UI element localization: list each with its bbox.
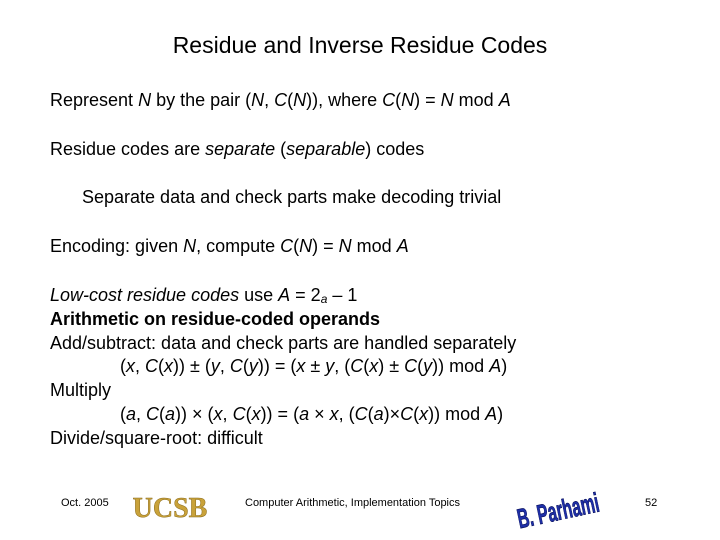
var-subscript: a — [320, 292, 328, 306]
author-logo-text: B. Parhami — [514, 487, 602, 534]
var: N — [401, 90, 415, 110]
text: × — [309, 404, 330, 424]
var: N — [183, 236, 197, 256]
var: A — [489, 356, 502, 376]
var: N — [251, 90, 265, 110]
author-signature-logo — [512, 484, 604, 534]
text: ( — [417, 356, 424, 376]
text: , compute — [196, 236, 281, 256]
text: )) mod — [428, 404, 486, 424]
line-encoding — [50, 235, 409, 257]
var: a — [373, 404, 384, 424]
var: C — [232, 404, 246, 424]
var: a — [165, 404, 176, 424]
var: x — [369, 356, 379, 376]
text: ( — [413, 404, 420, 424]
text: , — [264, 90, 275, 110]
emph: separate — [205, 139, 276, 159]
text: ( — [158, 356, 165, 376]
var: C — [350, 356, 364, 376]
slide-title: Residue and Inverse Residue Codes — [172, 32, 548, 58]
text: ) codes — [365, 139, 425, 159]
var: C — [146, 404, 160, 424]
var: x — [296, 356, 306, 376]
var: y — [325, 356, 335, 376]
text: ) — [497, 404, 504, 424]
text: ( — [275, 139, 287, 159]
text: ) ± — [378, 356, 405, 376]
text: )) = ( — [260, 404, 300, 424]
footer-date: Oct. 2005 — [61, 497, 109, 509]
var: a — [299, 404, 310, 424]
text: , ( — [338, 404, 355, 424]
text: ( — [363, 356, 370, 376]
text: ( — [120, 356, 126, 376]
line-add-formula — [120, 355, 507, 377]
text: )) × ( — [175, 404, 214, 424]
line-add-subtract: Add/subtract: data and check parts are handled separately — [50, 333, 517, 353]
var: N — [293, 90, 307, 110]
text: ( — [159, 404, 166, 424]
text: , ( — [334, 356, 351, 376]
text: )) ± ( — [173, 356, 211, 376]
ucsb-logo — [124, 488, 216, 528]
text: ( — [293, 236, 300, 256]
text: ( — [287, 90, 294, 110]
var: C — [354, 404, 368, 424]
var: y — [248, 356, 258, 376]
text: by the pair ( — [151, 90, 252, 110]
line-multiply-formula — [120, 403, 503, 425]
var: C — [400, 404, 414, 424]
var: C — [229, 356, 243, 376]
text: ( — [367, 404, 374, 424]
text: ( — [120, 404, 126, 424]
var: N — [338, 236, 352, 256]
line-residue-codes — [50, 138, 424, 160]
var: N — [299, 236, 313, 256]
var: x — [251, 404, 261, 424]
text: ( — [245, 404, 252, 424]
footer-course: Computer Arithmetic, Implementation Topics — [245, 497, 460, 509]
ucsb-logo-text: UCSB — [132, 493, 208, 524]
var: N — [440, 90, 454, 110]
line-divide: Divide/square-root: difficult — [50, 428, 263, 448]
var: x — [213, 404, 223, 424]
line-separate-data: Separate data and check parts make decoding trivial — [82, 187, 502, 207]
text: ) — [501, 356, 508, 376]
text: use — [239, 285, 279, 305]
var: x — [164, 356, 174, 376]
var: x — [126, 356, 135, 376]
text: , — [222, 404, 233, 424]
var: A — [396, 236, 409, 256]
line-represent — [50, 89, 511, 111]
text: ) = — [414, 90, 441, 110]
text: ( — [395, 90, 402, 110]
line-low-cost — [50, 284, 357, 308]
text: , — [136, 404, 147, 424]
var: y — [210, 356, 220, 376]
text: ) = — [312, 236, 339, 256]
var: a — [126, 404, 137, 424]
var: x — [329, 404, 339, 424]
text: ± — [305, 356, 326, 376]
text: )× — [383, 404, 401, 424]
text: Represent — [50, 90, 139, 110]
var: C — [382, 90, 396, 110]
text: )) = ( — [257, 356, 297, 376]
text: Encoding: given — [50, 236, 184, 256]
var: C — [145, 356, 159, 376]
emph: separable — [286, 139, 366, 159]
var: N — [138, 90, 152, 110]
var: x — [419, 404, 429, 424]
text: mod — [351, 236, 397, 256]
page-number: 52 — [645, 497, 658, 509]
text: )), where — [306, 90, 383, 110]
var: A — [485, 404, 498, 424]
text: – 1 — [327, 285, 358, 305]
var: C — [404, 356, 418, 376]
text: mod — [453, 90, 499, 110]
var: A — [498, 90, 511, 110]
var: A — [278, 285, 291, 305]
var: C — [274, 90, 288, 110]
text: )) mod — [432, 356, 490, 376]
text: ( — [242, 356, 249, 376]
text: Residue codes are — [50, 139, 206, 159]
text: , — [219, 356, 230, 376]
text: , — [135, 356, 146, 376]
line-arithmetic-heading: Arithmetic on residue-coded operands — [50, 309, 381, 329]
emph: Low-cost residue codes — [50, 285, 240, 305]
var: C — [280, 236, 294, 256]
line-multiply: Multiply — [50, 380, 112, 400]
var: y — [423, 356, 433, 376]
text: = 2 — [290, 285, 321, 305]
